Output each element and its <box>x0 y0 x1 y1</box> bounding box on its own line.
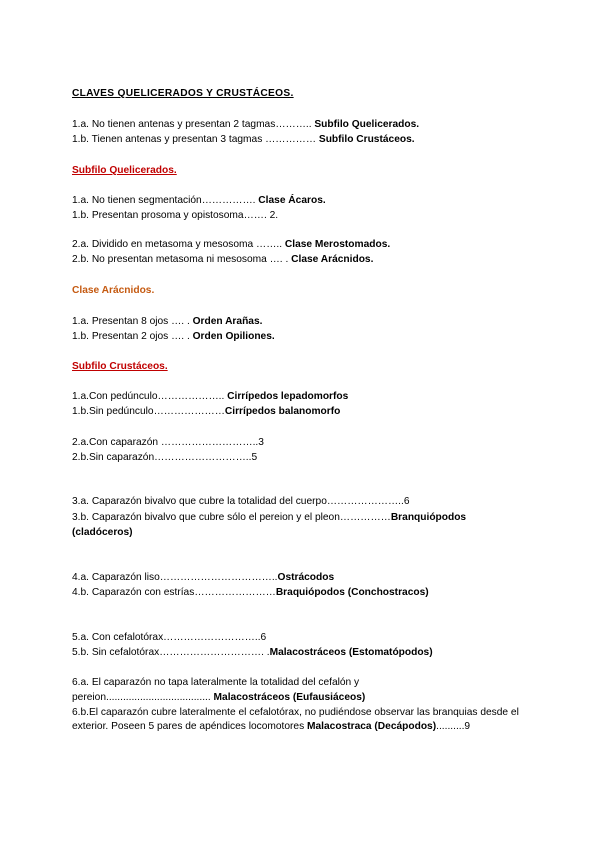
key-text: 1.a. No tienen antenas y presentan 2 tagmas……….. <box>72 119 315 130</box>
key-text: 1.b.Sin pedúnculo………………… <box>72 406 225 417</box>
key-result: (cladóceros) <box>72 527 133 538</box>
key-text: 1.b. Presentan prosoma y opistosoma……. 2. <box>72 210 279 221</box>
key-paragraph <box>72 706 542 734</box>
key-line <box>72 209 278 223</box>
key-text: 3.b. Caparazón bivalvo que cubre sólo el pereion y el pleon…………… <box>72 512 391 523</box>
key-text: 2.b.Sin caparazón………………………..5 <box>72 452 258 463</box>
key-line <box>72 495 410 509</box>
key-text: ..........9 <box>436 721 471 732</box>
key-text: 4.a. Caparazón liso…………………………….. <box>72 572 278 583</box>
key-result: Subfilo Quelicerados. <box>314 119 420 130</box>
section-heading-crustaceos: Subfilo Crustáceos. <box>72 361 168 372</box>
key-line <box>72 390 348 404</box>
key-line-1b <box>72 133 415 147</box>
key-result: Cirrípedos lepadomorfos <box>227 391 349 402</box>
key-text: 2.a. Dividido en metasoma y mesosoma …….. <box>72 239 285 250</box>
key-line <box>72 405 340 419</box>
key-result: Orden Opiliones. <box>192 331 275 342</box>
key-line <box>72 451 257 465</box>
key-text: 2.a.Con caparazón ………………………..3 <box>72 437 264 448</box>
key-result: Clase Merostomados. <box>284 239 391 250</box>
key-result: Orden Arañas. <box>192 316 263 327</box>
key-line <box>72 631 266 645</box>
section-heading-aracnidos: Clase Arácnidos. <box>72 285 155 296</box>
key-line <box>72 511 466 525</box>
key-result: Malacostraca (Decápodos) <box>307 721 437 732</box>
key-result: Ostrácodos <box>277 572 335 583</box>
key-text: 1.a. Presentan 8 ojos …. . <box>72 316 193 327</box>
key-text: 3.a. Caparazón bivalvo que cubre la totalidad del cuerpo…………………..6 <box>72 496 410 507</box>
key-result: Clase Arácnidos. <box>291 254 374 265</box>
key-result: Cirrípedos balanomorfo <box>224 406 341 417</box>
key-line-1a <box>72 118 419 132</box>
key-result: Malacostráceos (Eufausiáceos) <box>213 692 366 703</box>
key-line <box>72 253 373 267</box>
key-text: 1.b. Tienen antenas y presentan 3 tagmas …………… <box>72 134 319 145</box>
key-text: 5.b. Sin cefalotórax…………………………. . <box>72 647 270 658</box>
key-line <box>72 330 275 344</box>
key-text: 1.a. No tienen segmentación……………. <box>72 195 259 206</box>
key-text: 1.b. Presentan 2 ojos …. . <box>72 331 193 342</box>
key-text: 6.a. El caparazón no tapa lateralmente la totalidad del cefalón y <box>72 677 360 688</box>
key-line <box>72 194 326 208</box>
key-text: 5.a. Con cefalotórax………………………..6 <box>72 632 267 643</box>
key-line <box>72 436 264 450</box>
key-text: 1.a.Con pedúnculo……………….. <box>72 391 228 402</box>
key-result: Braquiópodos (Conchostracos) <box>275 587 429 598</box>
key-text: pereion..................................... <box>72 692 214 703</box>
key-line <box>72 676 359 690</box>
key-text: 2.b. No presentan metasoma ni mesosoma …. . <box>72 254 292 265</box>
key-text: 6.b.El caparazón cubre lateralmente el cefalotórax, no pudiéndose observar las branquias desde el exterior. Poseen 5 pares de apéndices locomotores <box>72 707 519 732</box>
key-result: Subfilo Crustáceos. <box>318 134 415 145</box>
key-result: Malacostráceos (Estomatópodos) <box>269 647 433 658</box>
key-result: Clase Ácaros. <box>258 195 326 206</box>
key-line <box>72 571 334 585</box>
key-line <box>72 586 429 600</box>
key-line <box>72 315 262 329</box>
page-title: CLAVES QUELICERADOS Y CRUSTÁCEOS. <box>72 88 294 99</box>
key-line <box>72 691 365 705</box>
key-text: 4.b. Caparazón con estrías…………………… <box>72 587 276 598</box>
key-line <box>72 646 433 660</box>
key-result: Branquiópodos <box>390 512 467 523</box>
key-line <box>72 238 390 252</box>
key-line <box>72 526 133 540</box>
section-heading-quelicerados: Subfilo Quelicerados. <box>72 165 177 176</box>
